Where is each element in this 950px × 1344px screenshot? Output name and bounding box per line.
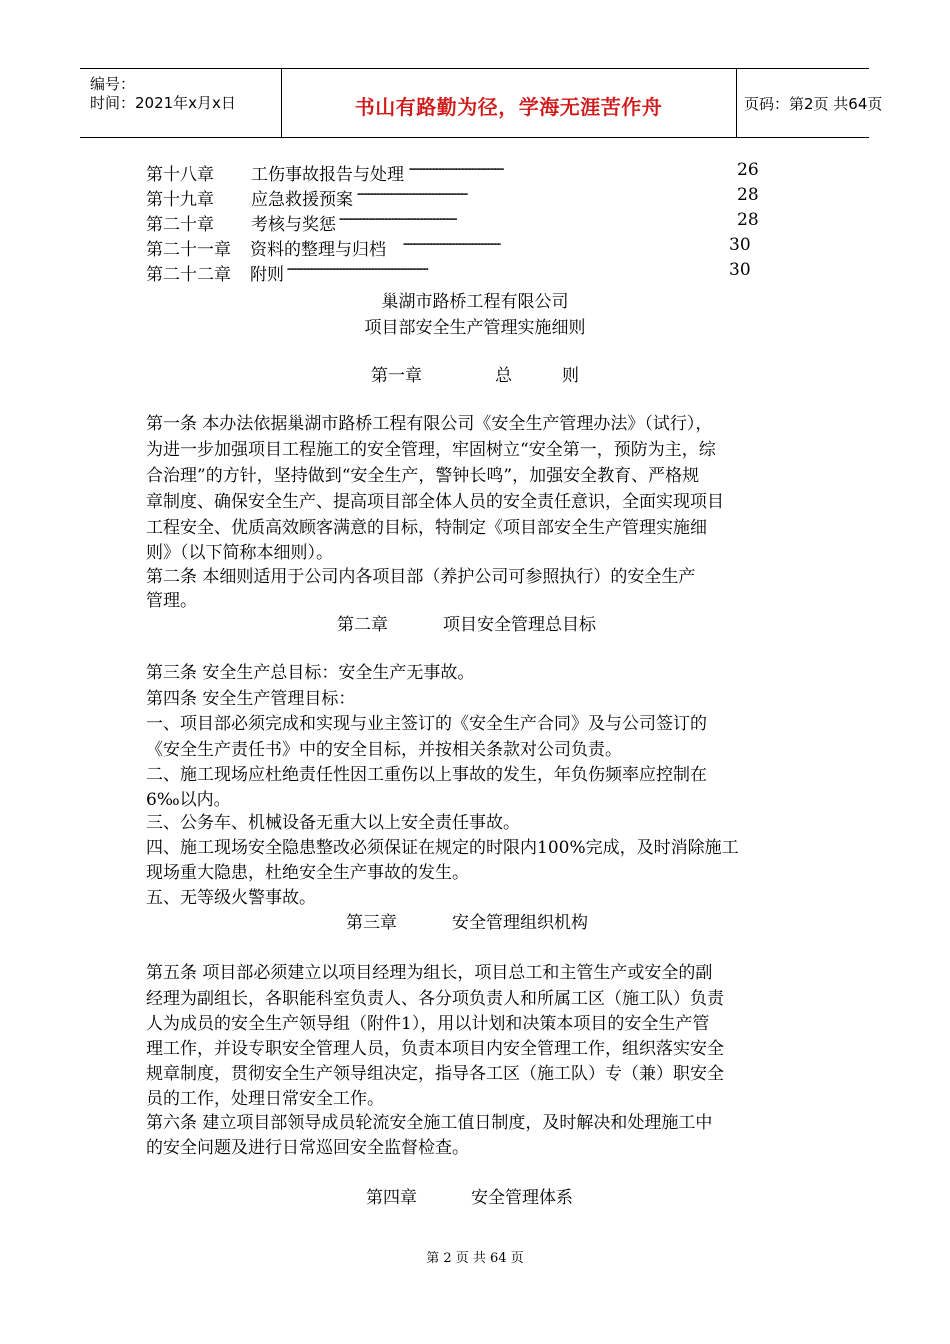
body-line: 章制度、确保安全生产、提高项目部全体人员的安全责任意识，全面实现项目 <box>146 492 724 512</box>
body-line: 为进一步加强项目工程施工的安全管理，牢固树立“安全第一，预防为主，综 <box>146 440 716 460</box>
body-line: 二、施工现场应杜绝责任性因工重伤以上事故的发生，年负伤频率应控制在 <box>146 765 707 785</box>
document-title: 项目部安全生产管理实施细则 <box>364 318 586 338</box>
toc-page: 28 <box>737 210 759 230</box>
body-line: 的安全问题及进行日常巡回安全监督检查。 <box>146 1138 469 1158</box>
page-footer: 第 2 页 共 64 页 <box>426 1251 524 1266</box>
chapter-1-title-a: 总 <box>495 366 512 386</box>
body-line: 则》（以下简称本细则）。 <box>146 543 333 563</box>
doc-number-label: 编号： <box>90 75 136 93</box>
toc-page: 26 <box>737 160 759 180</box>
body-line: 三、公务车、机械设备无重大以上安全责任事故。 <box>146 813 520 833</box>
body-line: 合治理”的方针，坚持做到“安全生产，警钟长鸣”，加强安全教育、严格规 <box>146 466 700 486</box>
toc-row <box>146 260 786 284</box>
chapter-1-title-b: 则 <box>562 366 579 386</box>
toc-row <box>146 210 786 234</box>
toc-row <box>146 185 786 209</box>
toc-page: 28 <box>737 185 759 205</box>
header-motto: 书山有路勤为径，学海无涯苦作舟 <box>354 95 663 119</box>
body-line: 6‰以内。 <box>146 790 231 810</box>
body-line: 第二条 本细则适用于公司内各项目部（养护公司可参照执行）的安全生产 <box>146 567 696 587</box>
body-line: 理工作，并设专职安全管理人员，负责本项目内安全管理工作，组织落实安全 <box>146 1039 724 1059</box>
toc-leader: ················································································· <box>338 212 456 228</box>
body-line: 现场重大隐患，杜绝安全生产事故的发生。 <box>146 863 469 883</box>
body-line: 第六条 建立项目部领导成员轮流安全施工值日制度，及时解决和处理施工中 <box>146 1113 713 1133</box>
body-line: 一、项目部必须完成和实现与业主签订的《安全生产合同》及与公司签订的 <box>146 714 707 734</box>
body-line: 人为成员的安全生产领导组（附件1），用以计划和决策本项目的安全生产管 <box>146 1014 710 1034</box>
toc-title: 附则 <box>250 265 284 285</box>
toc-title: 工伤事故报告与处理 <box>251 165 404 185</box>
body-line: 四、施工现场安全隐患整改必须保证在规定的时限内100%完成，及时消除施工 <box>146 838 739 858</box>
header-motto-cell <box>281 69 737 137</box>
body-line: 管理。 <box>146 591 197 611</box>
toc-chapter: 第二十二章 <box>146 265 231 285</box>
toc-chapter: 第十八章 <box>146 165 214 185</box>
toc-leader: ································································································· <box>286 262 427 278</box>
toc-leader: ································································· <box>408 162 503 178</box>
chapter-2-number: 第二章 <box>337 615 388 635</box>
toc-page: 30 <box>729 235 751 255</box>
header-page-label: 页码：第2页 共64页 <box>744 95 883 113</box>
chapter-1-number: 第一章 <box>371 366 422 386</box>
chapter-3-number: 第三章 <box>346 913 397 933</box>
body-line: 工程安全、优质高效顾客满意的目标，特制定《项目部安全生产管理实施细 <box>146 518 707 538</box>
toc-row <box>146 235 786 259</box>
header-info-cell <box>80 69 282 137</box>
body-line: 规章制度，贯彻安全生产领导组决定，指导各工区（施工队）专（兼）职安全 <box>146 1064 724 1084</box>
doc-time-label: 时间：2021年x月x日 <box>90 94 236 112</box>
page-header <box>80 68 883 138</box>
toc-title: 考核与奖惩 <box>251 215 336 235</box>
body-line: 第一条 本办法依据巢湖市路桥工程有限公司《安全生产管理办法》（试行）， <box>146 414 713 434</box>
toc-chapter: 第十九章 <box>146 190 214 210</box>
body-line: 员的工作，处理日常安全工作。 <box>146 1089 384 1109</box>
company-name: 巢湖市路桥工程有限公司 <box>381 292 569 312</box>
toc-page: 30 <box>729 260 751 280</box>
toc-title: 应急救援预案 <box>251 190 353 210</box>
chapter-2-title: 项目安全管理总目标 <box>443 615 596 635</box>
body-line: 五、无等级火警事故。 <box>146 888 316 908</box>
toc-chapter: 第二十一章 <box>146 240 231 260</box>
header-page-cell <box>736 69 883 137</box>
chapter-4-title: 安全管理体系 <box>471 1188 573 1208</box>
toc-row <box>146 160 786 184</box>
chapter-3-title: 安全管理组织机构 <box>452 913 588 933</box>
body-line: 第四条 安全生产管理目标： <box>146 689 356 709</box>
toc-title: 资料的整理与归档 <box>250 240 386 260</box>
toc-leader: ··································································· <box>402 237 500 253</box>
body-line: 第三条 安全生产总目标：安全生产无事故。 <box>146 663 475 683</box>
body-line: 《安全生产责任书》中的安全目标，并按相关条款对公司负责。 <box>146 740 622 760</box>
body-line: 第五条 项目部必须建立以项目经理为组长，项目总工和主管生产或安全的副 <box>146 963 713 983</box>
toc-leader: ············································································ <box>356 187 467 203</box>
chapter-4-number: 第四章 <box>366 1188 417 1208</box>
body-line: 经理为副组长，各职能科室负责人、各分项负责人和所属工区（施工队）负责 <box>146 989 724 1009</box>
toc-chapter: 第二十章 <box>146 215 214 235</box>
